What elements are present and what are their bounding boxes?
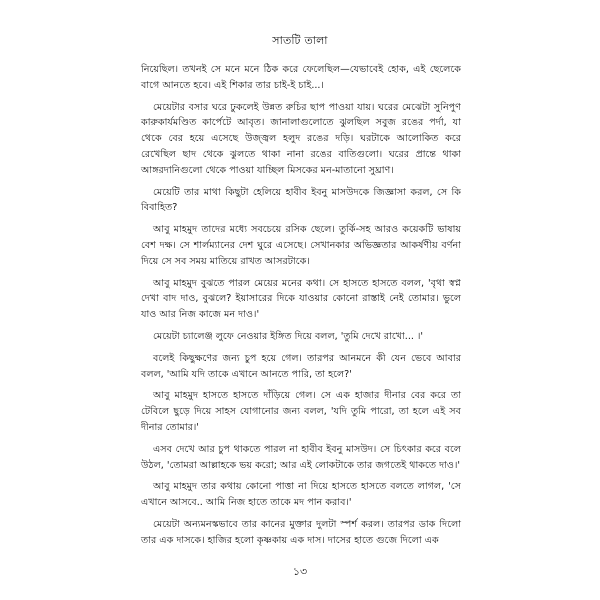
paragraph-1: নিয়েছিল। তখনই সে মনে মনে ঠিক করে ফেলেছিল—যেভাবেই হোক, এই ছেলেকে বাগে আনতে হবে। এই শিকার তার চাই-ই চাই...। bbox=[141, 64, 461, 91]
paragraph-5: আবু মাহমুদ বুঝতে পারল মেয়ের মনের কথা। সে হাসতে হাসতে বলল, 'বৃথা স্বপ্ন দেখা বাদ দাও, বুঝলে? ইয়াসারের দিকে যাওয়ার কোনো রাস্তাই নেই তোমার। ভুলে যাও আর নিজ কাজে মন দাও।' bbox=[141, 277, 461, 321]
paragraph-10: আবু মাহমুদ তার কথায় কোনো পাত্তা না দিয়ে হাসতে হাসতে বলতে লাগল, 'সে এখানে আসবে.. আমি নিজ হাতে তাকে মদ পান করাব।' bbox=[141, 481, 461, 509]
paragraph-9: এসব দেখে আর চুপ থাকতে পারল না হাবীব ইবনু মাসউদ। সে চিৎকার করে বলে উঠল, 'তোমরা আল্লাহকে ভয় করো; আর এই লোকটাকে তার জগতেই থাকতে দাও।' bbox=[141, 443, 461, 471]
paragraph-7: বলেই কিছুক্ষণের জন্য চুপ হয়ে গেল। তারপর আনমনে কী যেন ভেবে আবার বলল, 'আমি যদি তাকে এখানে আনতে পারি, তা হলে?' bbox=[141, 352, 461, 380]
paragraph-4: আবু মাহমুদ তাদের মধ্যে সবচেয়ে রসিক ছেলে। তুর্কি-সহ আরও কয়েকটি ভাষায় বেশ দক্ষ। সে শার্লম্যানের দেশ ঘুরে এসেছে। সেখানকার অভিজ্ঞতার আকর্ষণীয় বর্ণনা দিয়ে সে সব সময় মাতিয়ে রাখত আসরটাকে। bbox=[141, 224, 461, 267]
body-text bbox=[141, 62, 461, 555]
page-number: ১৩ bbox=[292, 565, 308, 578]
running-header: সাতটি তালা bbox=[272, 34, 328, 47]
paragraph-2: মেয়েটার বসার ঘরে ঢুকলেই উন্নত রুচির ছাপ পাওয়া যায়। ঘরের মেঝেটা সুনিপুণ কারুকার্যমণ্ডিত কার্পেটে আবৃত। জানালাগুলোতে ঝুলছিল সবুজ রঙের পর্দা, যা থেকে বের হয়ে এসেছে উজ্জ্বল হলুদ রঙের দড়ি। ঘরটাকে আলোকিত করে রেখেছিল ছাদ থেকে ঝুলতে থাকা নানা রঙের বাতিগুলো। ঘরের প্রান্তে থাকা আঙ্গরদানিগুলো থেকে পাওয়া যাচ্ছিল মিসকের মন-মাতানো সুঘ্রাণ। bbox=[141, 101, 461, 176]
paragraph-8: আবু মাহমুদ হাসতে হাসতে দাঁড়িয়ে গেল। সে এক হাজার দীনার বের করে তা টেবিলে ছুড়ে দিয়ে সাহস যোগানোর জন্য বলল, 'যদি তুমি পারো, তা হলে এই সব দীনার তোমার।' bbox=[141, 390, 461, 433]
paragraph-3: মেয়েটি তার মাথা কিছুটা হেলিয়ে হাবীব ইবনু মাসউদকে জিজ্ঞাসা করল, সে কি বিবাহিত? bbox=[141, 186, 461, 214]
paragraph-6: মেয়েটা চ্যালেঞ্জ লুফে নেওয়ার ইঙ্গিত দিয়ে বলল, 'তুমি দেখে রাখো... ।' bbox=[153, 330, 424, 342]
paragraph-11: মেয়েটা অন্যমনস্কভাবে তার কানের মুক্তার দুলটা স্পর্শ করল। তারপর ডাক দিলো তার এক দাসকে। হাজির হলো কৃষ্ণকায় এক দাস। দাসের হাতে গুজে দিলো এক bbox=[141, 518, 461, 546]
